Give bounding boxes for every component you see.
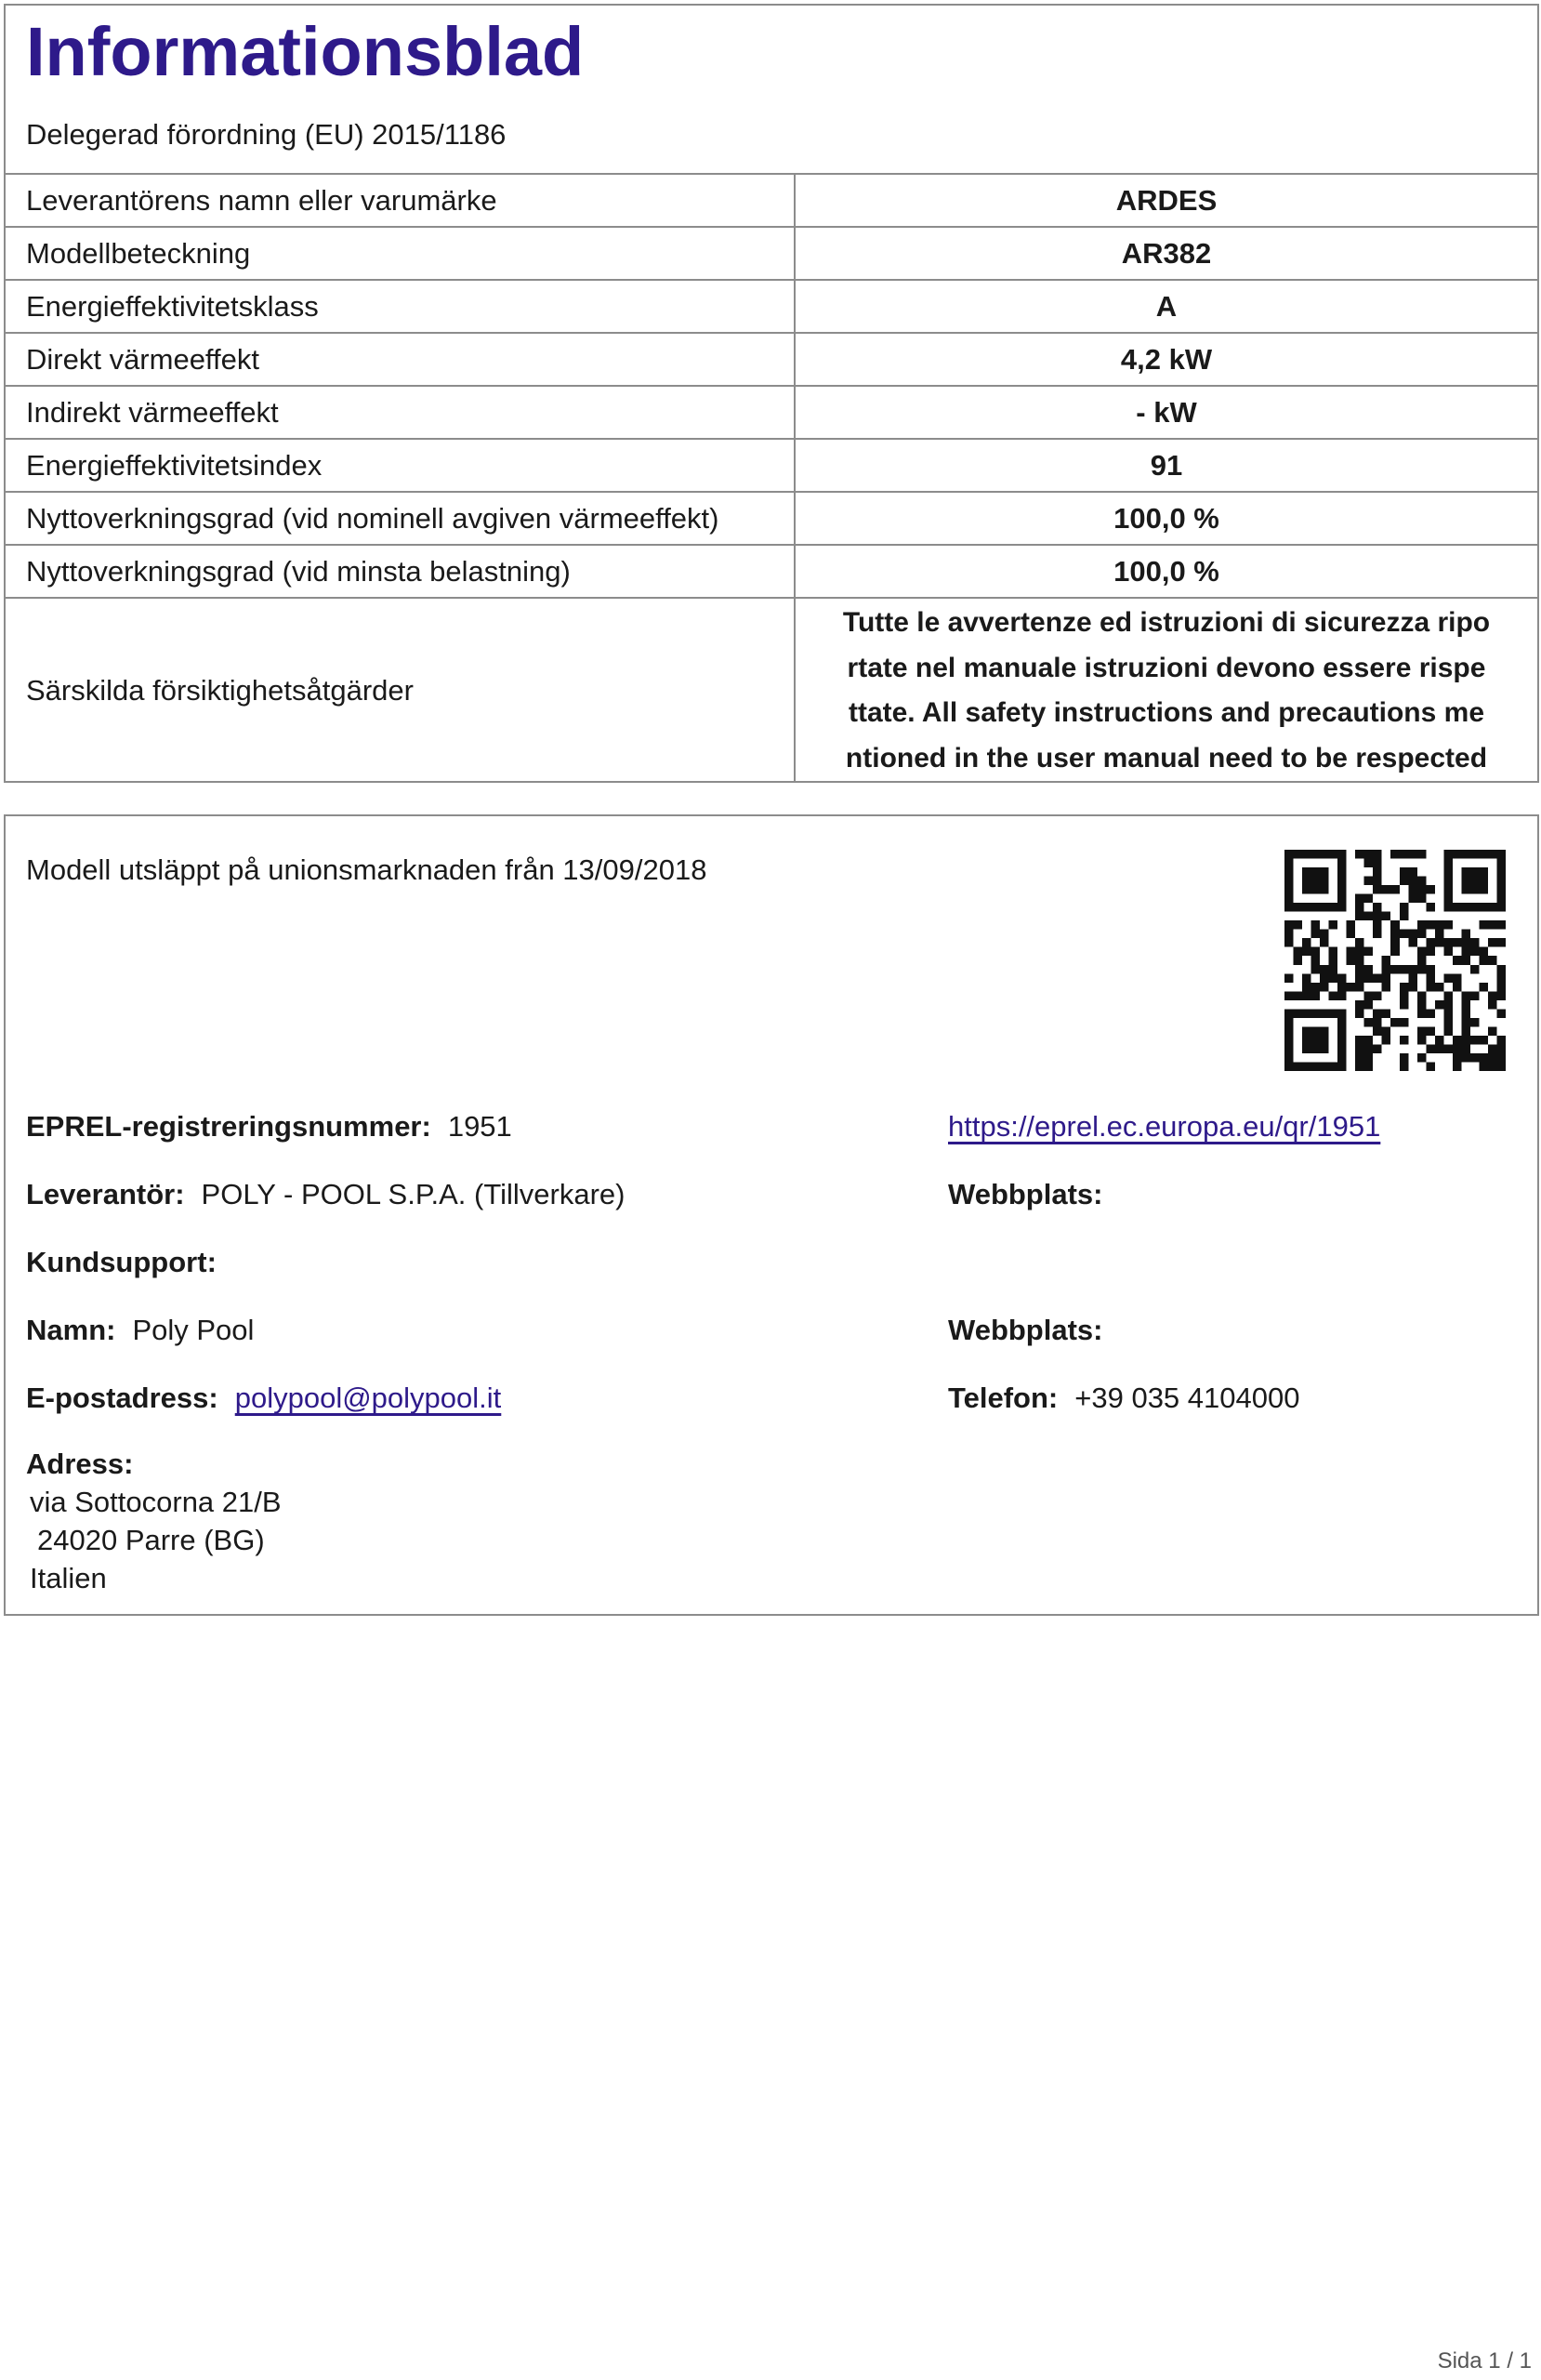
- spec-row-model: [6, 227, 1537, 280]
- website-label: Webbplats:: [948, 1314, 1103, 1346]
- market-release-date: Modell utsläppt på unionsmarknaden från 13/09/2018: [26, 853, 707, 886]
- supplier-label: Leverantör:: [26, 1178, 185, 1210]
- spec-value: AR382: [795, 227, 1537, 280]
- support-label: Kundsupport:: [26, 1246, 217, 1278]
- spec-value: 4,2 kW: [795, 333, 1537, 386]
- spec-label: Energieffektivitetsklass: [6, 280, 795, 333]
- precautions-line: ttate. All safety instructions and precautions me: [848, 697, 1485, 728]
- spec-value: ARDES: [795, 174, 1537, 227]
- support-website-field: [948, 1310, 1120, 1351]
- spec-value: 100,0 %: [795, 545, 1537, 598]
- spec-label: Leverantörens namn eller varumärke: [6, 174, 795, 227]
- eprel-label: EPREL-registreringsnummer:: [26, 1110, 431, 1143]
- spec-value: 100,0 %: [795, 492, 1537, 545]
- precautions-line: rtate nel manuale istruzioni devono essere rispe: [847, 652, 1486, 683]
- phone-value: +39 035 4104000: [1074, 1382, 1300, 1414]
- spec-label: Indirekt värmeeffekt: [6, 386, 795, 439]
- name-label: Namn:: [26, 1314, 116, 1346]
- spec-table: [6, 173, 1537, 783]
- precautions-line: Tutte le avvertenze ed istruzioni di sicurezza ripo: [842, 607, 1491, 638]
- spec-row-direct-heat: [6, 333, 1537, 386]
- spec-value: A: [795, 280, 1537, 333]
- supplier-field: [26, 1174, 626, 1215]
- customer-support-heading: [26, 1242, 233, 1283]
- spec-label: Nyttoverkningsgrad (vid minsta belastning): [6, 545, 795, 598]
- spec-label: Nyttoverkningsgrad (vid nominell avgiven värmeeffekt): [6, 492, 795, 545]
- precautions-label: Särskilda försiktighetsåtgärder: [6, 598, 795, 783]
- email-link[interactable]: polypool@polypool.it: [234, 1382, 502, 1414]
- supplier-value: POLY - POOL S.P.A. (Tillverkare): [201, 1178, 626, 1210]
- address-line: Italien: [30, 1562, 107, 1594]
- info-sheet-table-box: [4, 4, 1539, 783]
- email-label: E-postadress:: [26, 1382, 218, 1414]
- name-value: Poly Pool: [132, 1314, 255, 1346]
- spec-value: 91: [795, 439, 1537, 492]
- spec-label: Energieffektivitetsindex: [6, 439, 795, 492]
- document-subtitle: Delegerad förordning (EU) 2015/1186: [26, 118, 507, 151]
- website-label: Webbplats:: [948, 1178, 1103, 1210]
- spec-row-efficiency-minimum: [6, 545, 1537, 598]
- phone-label: Telefon:: [948, 1382, 1059, 1414]
- eprel-number-field: [26, 1106, 512, 1147]
- spec-row-energy-class: [6, 280, 1537, 333]
- spec-label: Modellbeteckning: [6, 227, 795, 280]
- document-title: Informationsblad: [26, 13, 585, 90]
- spec-label: Direkt värmeeffekt: [6, 333, 795, 386]
- eprel-value: 1951: [447, 1110, 512, 1143]
- address-block: [26, 1445, 282, 1597]
- address-line: 24020 Parre (BG): [37, 1524, 265, 1556]
- page-number: Sida 1 / 1: [1437, 2348, 1532, 2373]
- precautions-text: [795, 598, 1537, 783]
- spec-value: - kW: [795, 386, 1537, 439]
- spec-row-supplier: [6, 174, 1537, 227]
- contact-info-box: [4, 814, 1539, 1616]
- spec-row-indirect-heat: [6, 386, 1537, 439]
- email-field: [26, 1378, 501, 1419]
- phone-field: [948, 1378, 1299, 1419]
- precautions-line: ntioned in the user manual need to be respected: [845, 742, 1488, 774]
- spec-row-precautions: [6, 598, 1537, 783]
- eprel-url-field: [948, 1106, 1380, 1147]
- address-line: via Sottocorna 21/B: [30, 1486, 282, 1518]
- supplier-website-field: [948, 1174, 1120, 1215]
- spec-row-efficiency-nominal: [6, 492, 1537, 545]
- support-name-field: [26, 1310, 254, 1351]
- eprel-url-link[interactable]: https://eprel.ec.europa.eu/qr/1951: [948, 1110, 1381, 1143]
- qr-code-icon[interactable]: [1284, 850, 1506, 1071]
- address-label: Adress:: [26, 1448, 134, 1480]
- spec-row-energy-index: [6, 439, 1537, 492]
